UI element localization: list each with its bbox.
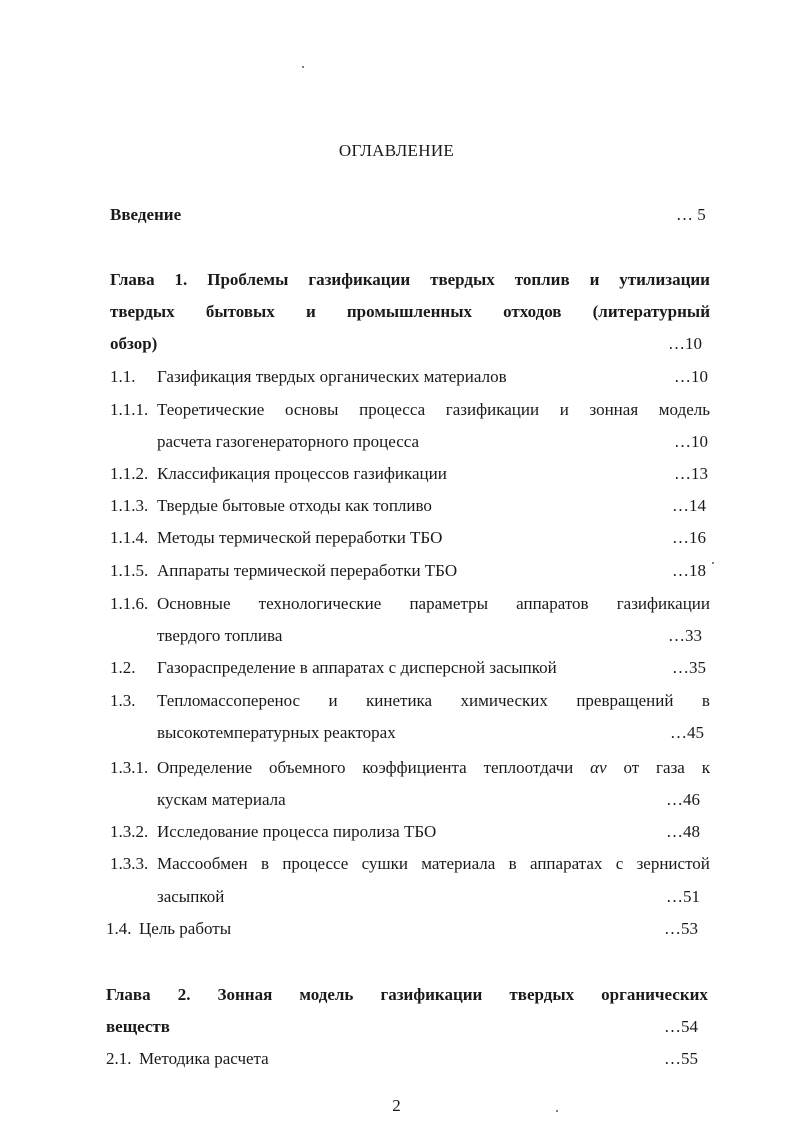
toc-entry-cont: засыпкой [157, 887, 225, 906]
toc-entry-page: …18 [672, 561, 706, 580]
toc-entry-text: Определение объемного коэффициента теплоотдачи αv от газа к [157, 758, 710, 777]
toc-entry-num: 1.4. [106, 919, 132, 938]
toc-entry-page: …45 [670, 723, 704, 742]
toc-intro-page: … 5 [676, 205, 706, 224]
toc-entry-text: Методика расчета [139, 1049, 269, 1068]
toc-entry-cont: высокотемпературных реакторах [157, 723, 396, 742]
toc-entry-cont: кускам материала [157, 790, 286, 809]
toc-entry-page: …55 [664, 1049, 698, 1068]
toc-entry-page: …53 [664, 919, 698, 938]
toc-entry-cont: твердого топлива [157, 626, 283, 645]
page-title: ОГЛАВЛЕНИЕ [338, 141, 455, 160]
toc-entry-page: …13 [674, 464, 708, 483]
chapter1-line1: Глава 1. Проблемы газификации твердых топлив и утилизации [110, 270, 710, 289]
toc-entry-text: Газификация твердых органических материалов [157, 367, 507, 386]
toc-entry-text: Цель работы [139, 919, 232, 938]
toc-entry-text: Теоретические основы процесса газификации и зонная модель [157, 400, 710, 419]
toc-entry-text: Газораспределение в аппаратах с дисперсной засыпкой [157, 658, 557, 677]
toc-entry-num: 1.3.3. [110, 854, 149, 873]
toc-entry-num: 1.1.5. [110, 561, 149, 580]
toc-entry-text: Твердые бытовые отходы как топливо [157, 496, 432, 515]
toc-entry-num: 1.3.2. [110, 822, 149, 841]
toc-entry-num: 2.1. [106, 1049, 132, 1068]
toc-entry-text: Методы термической переработки ТБО [157, 528, 443, 547]
toc-entry-page: …16 [672, 528, 706, 547]
toc-entry-text: Аппараты термической переработки ТБО [157, 561, 458, 580]
toc-entry-page: …14 [672, 496, 706, 515]
toc-entry-text: Основные технологические параметры аппаратов газификации [157, 594, 710, 613]
scan-speck [712, 562, 714, 564]
toc-entry-text: Исследование процесса пиролиза ТБО [157, 822, 437, 841]
toc-entry-num: 1.1.4. [110, 528, 149, 547]
toc-entry-page: …48 [666, 822, 700, 841]
toc-entry-num: 1.2. [110, 658, 136, 677]
toc-entry-page: …35 [672, 658, 706, 677]
toc-entry-num: 1.1.1. [110, 400, 149, 419]
toc-entry-text: Массообмен в процессе сушки материала в аппаратах с зернистой [157, 854, 710, 873]
chapter2-line1: Глава 2. Зонная модель газификации твердых органических [106, 985, 708, 1004]
toc-entry-num: 1.1.3. [110, 496, 149, 515]
toc-entry-page: …33 [668, 626, 702, 645]
toc-entry-num: 1.1.2. [110, 464, 149, 483]
chapter2-page: …54 [664, 1017, 698, 1036]
chapter1-line2: твердых бытовых и промышленных отходов (литературный [110, 302, 710, 321]
chapter1-page: …10 [668, 334, 702, 353]
toc-entry-num: 1.3.1. [110, 758, 149, 777]
chapter2-line2: веществ [106, 1017, 170, 1036]
toc-entry-num: 1.1. [110, 367, 136, 386]
alpha-v-symbol: αv [590, 758, 607, 777]
toc-entry-page: …10 [674, 432, 708, 451]
page-number: 2 [392, 1096, 401, 1115]
chapter1-line3: обзор) [110, 334, 158, 353]
toc-entry-num: 1.1.6. [110, 594, 149, 613]
toc-intro-label: Введение [110, 205, 182, 224]
toc-entry-cont: расчета газогенераторного процесса [157, 432, 420, 451]
toc-entry-page: …46 [666, 790, 700, 809]
toc-entry-page: …10 [674, 367, 708, 386]
toc-entry-num: 1.3. [110, 691, 136, 710]
toc-entry-text: Тепломассоперенос и кинетика химических превращений в [157, 691, 710, 710]
scan-speck [302, 66, 304, 68]
toc-entry-text: Классификация процессов газификации [157, 464, 447, 483]
toc-entry-page: …51 [666, 887, 700, 906]
